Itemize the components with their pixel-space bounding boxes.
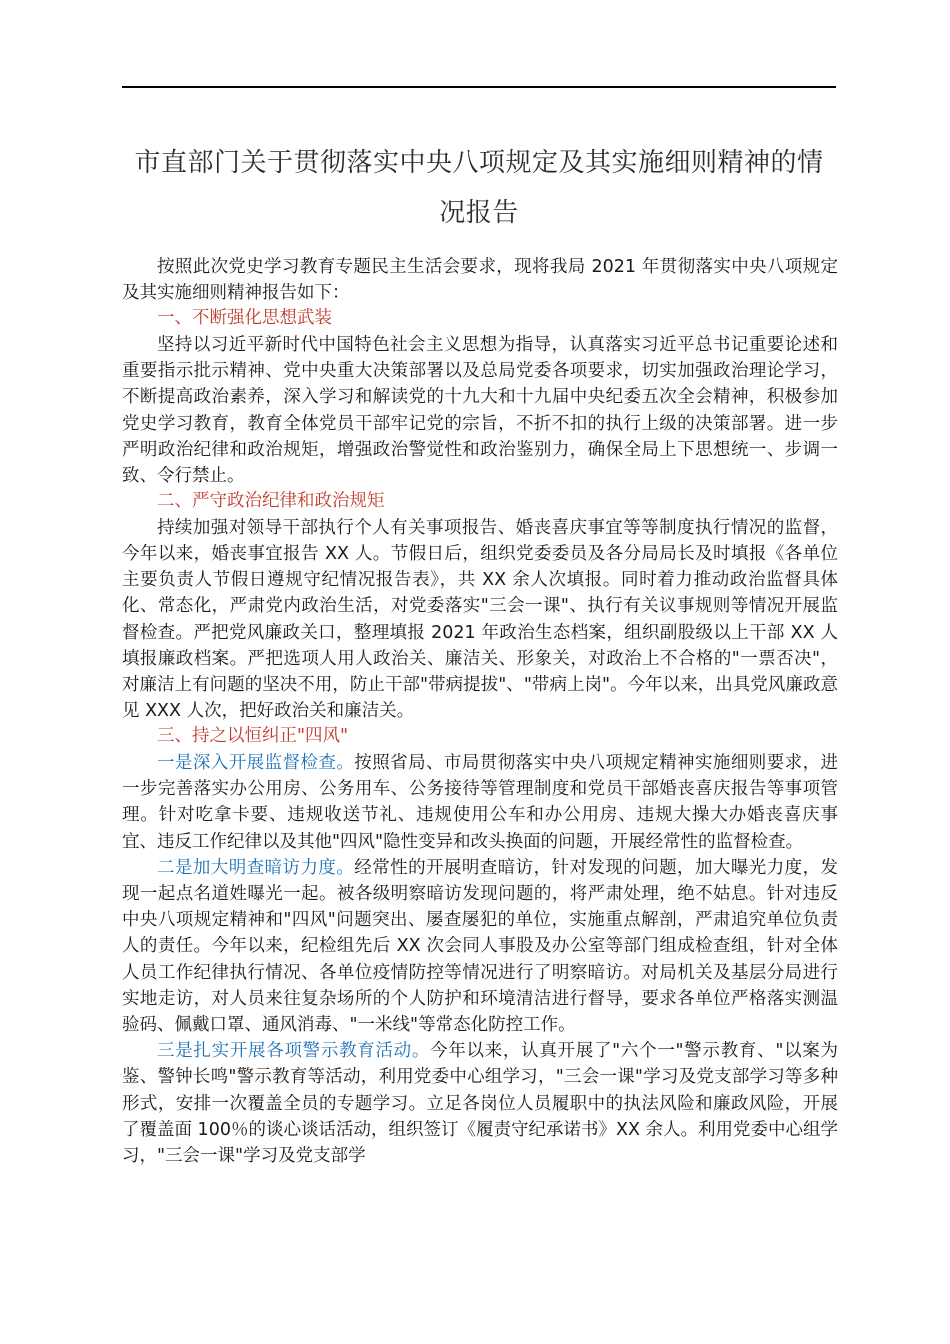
intro-paragraph: 按照此次党史学习教育专题民主生活会要求，现将我局 2021 年贯彻落实中央八项规定及其实施细则精神报告如下： [122,257,838,304]
item-3-lead: 三是扎实开展各项警示教育活动。 [157,1041,431,1062]
section-1-heading: 一、不断强化思想武装 [157,308,332,329]
item-2-lead: 二是加大明查暗访力度。 [157,857,355,878]
section-1-paragraph: 坚持以习近平新时代中国特色社会主义思想为指导，认真落实习近平总书记重要论述和重要指示批示精神、党中央重大决策部署以及总局党委各项要求，切实加强政治理论学习，不断提高政治素养，深入学习和解读党的十九大和十九届中央纪委五次全会精神，积极参加党史学习教育，教育全体党员干部牢记党的宗旨，不折不扣的执行上级的决策部署。进一步严明政治纪律和政治规矩，增强政治警觉性和政治鉴别力，确保全局上下思想统一、步调一致、令行禁止。 [122,335,838,487]
item-1-text: 按照省局、市局贯彻落实中央八项规定精神实施细则要求，进一步完善落实办公用房、公务用车、公务接待等管理制度和党员干部婚丧喜庆报告等事项管理。针对吃拿卡要、违规收送节礼、违规使用公车和办公用房、违规大操大办婚丧喜庆事宜、违反工作纪律以及其他"四风"隐性变异和改头换面的问题，开展经常性的监督检查。 [122,753,839,852]
item-3-text: 今年以来，认真开展了"六个一"警示教育、"以案为鉴、警钟长鸣"警示教育等活动，利用党委中心组学习，"三会一课"学习及党支部学习等多种形式，安排一次覆盖全员的专题学习。立足各岗位人员履职中的执法风险和廉政风险，开展了覆盖面 100％的谈心谈话活动，组织签订《履责守纪承诺书》XX 余人。利用党委中心组学习，"三会一课"学习及党支部学 [122,1041,839,1167]
document-title [112,138,846,238]
document-body [122,254,838,1169]
section-2-heading: 二、严守政治纪律和政治规矩 [157,491,385,512]
section-3-item-1 [122,750,838,855]
item-2-text: 经常性的开展明查暗访，针对发现的问题，加大曝光力度，发现一起点名道姓曝光一起。被各级明察暗访发现问题的，将严肃处理，绝不姑息。针对违反中央八项规定精神和"四风"问题突出、屡查屡犯的单位，实施重点解剖，严肃追究单位负责人的责任。今年以来，纪检组先后 XX 次会同人事股及办公室等部门组成检查组，针对全体人员工作纪律执行情况、各单位疫情防控等情况进行了明察暗访。对局机关及基层分局进行实地走访，对人员来往复杂场所的个人防护和环境清洁进行督导，要求各单位严格落实测温验码、佩戴口罩、通风消毒、"一米线"等常态化防控工作。 [122,857,839,1036]
section-2-paragraph: 持续加强对领导干部执行个人有关事项报告、婚丧喜庆事宜等等制度执行情况的监督，今年以来，婚丧事宜报告 XX 人。节假日后，组织党委委员及各分局局长及时填报《各单位主要负责人节假日遵规守纪情况报告表》，共 XX 余人次填报。同时着力推动政治监督具体化、常态化，严肃党内政治生活，对党委落实"三会一课"、执行有关议事规则等情况开展监督检查。严把党风廉政关口，整理填报 2021 年政治生态档案，组织副股级以上干部 XX 人填报廉政档案。严把选项人用人政治关、廉洁关、形象关，对政治上不合格的"一票否决"，对廉洁上有问题的坚决不用，防止干部"带病提拔"、"带病上岗"。今年以来，出具党风廉政意见 XXX 人次，把好政治关和廉洁关。 [122,517,838,722]
section-3-item-3 [122,1038,838,1169]
section-3-item-2 [122,855,838,1038]
title-line-2: 况报告 [439,198,519,228]
title-line-1: 市直部门关于贯彻落实中央八项规定及其实施细则精神的情 [134,148,824,178]
header-rule [122,86,836,88]
section-3-heading: 三、持之以恒纠正"四风" [157,726,349,747]
item-1-lead: 一是深入开展监督检查。 [157,753,355,774]
